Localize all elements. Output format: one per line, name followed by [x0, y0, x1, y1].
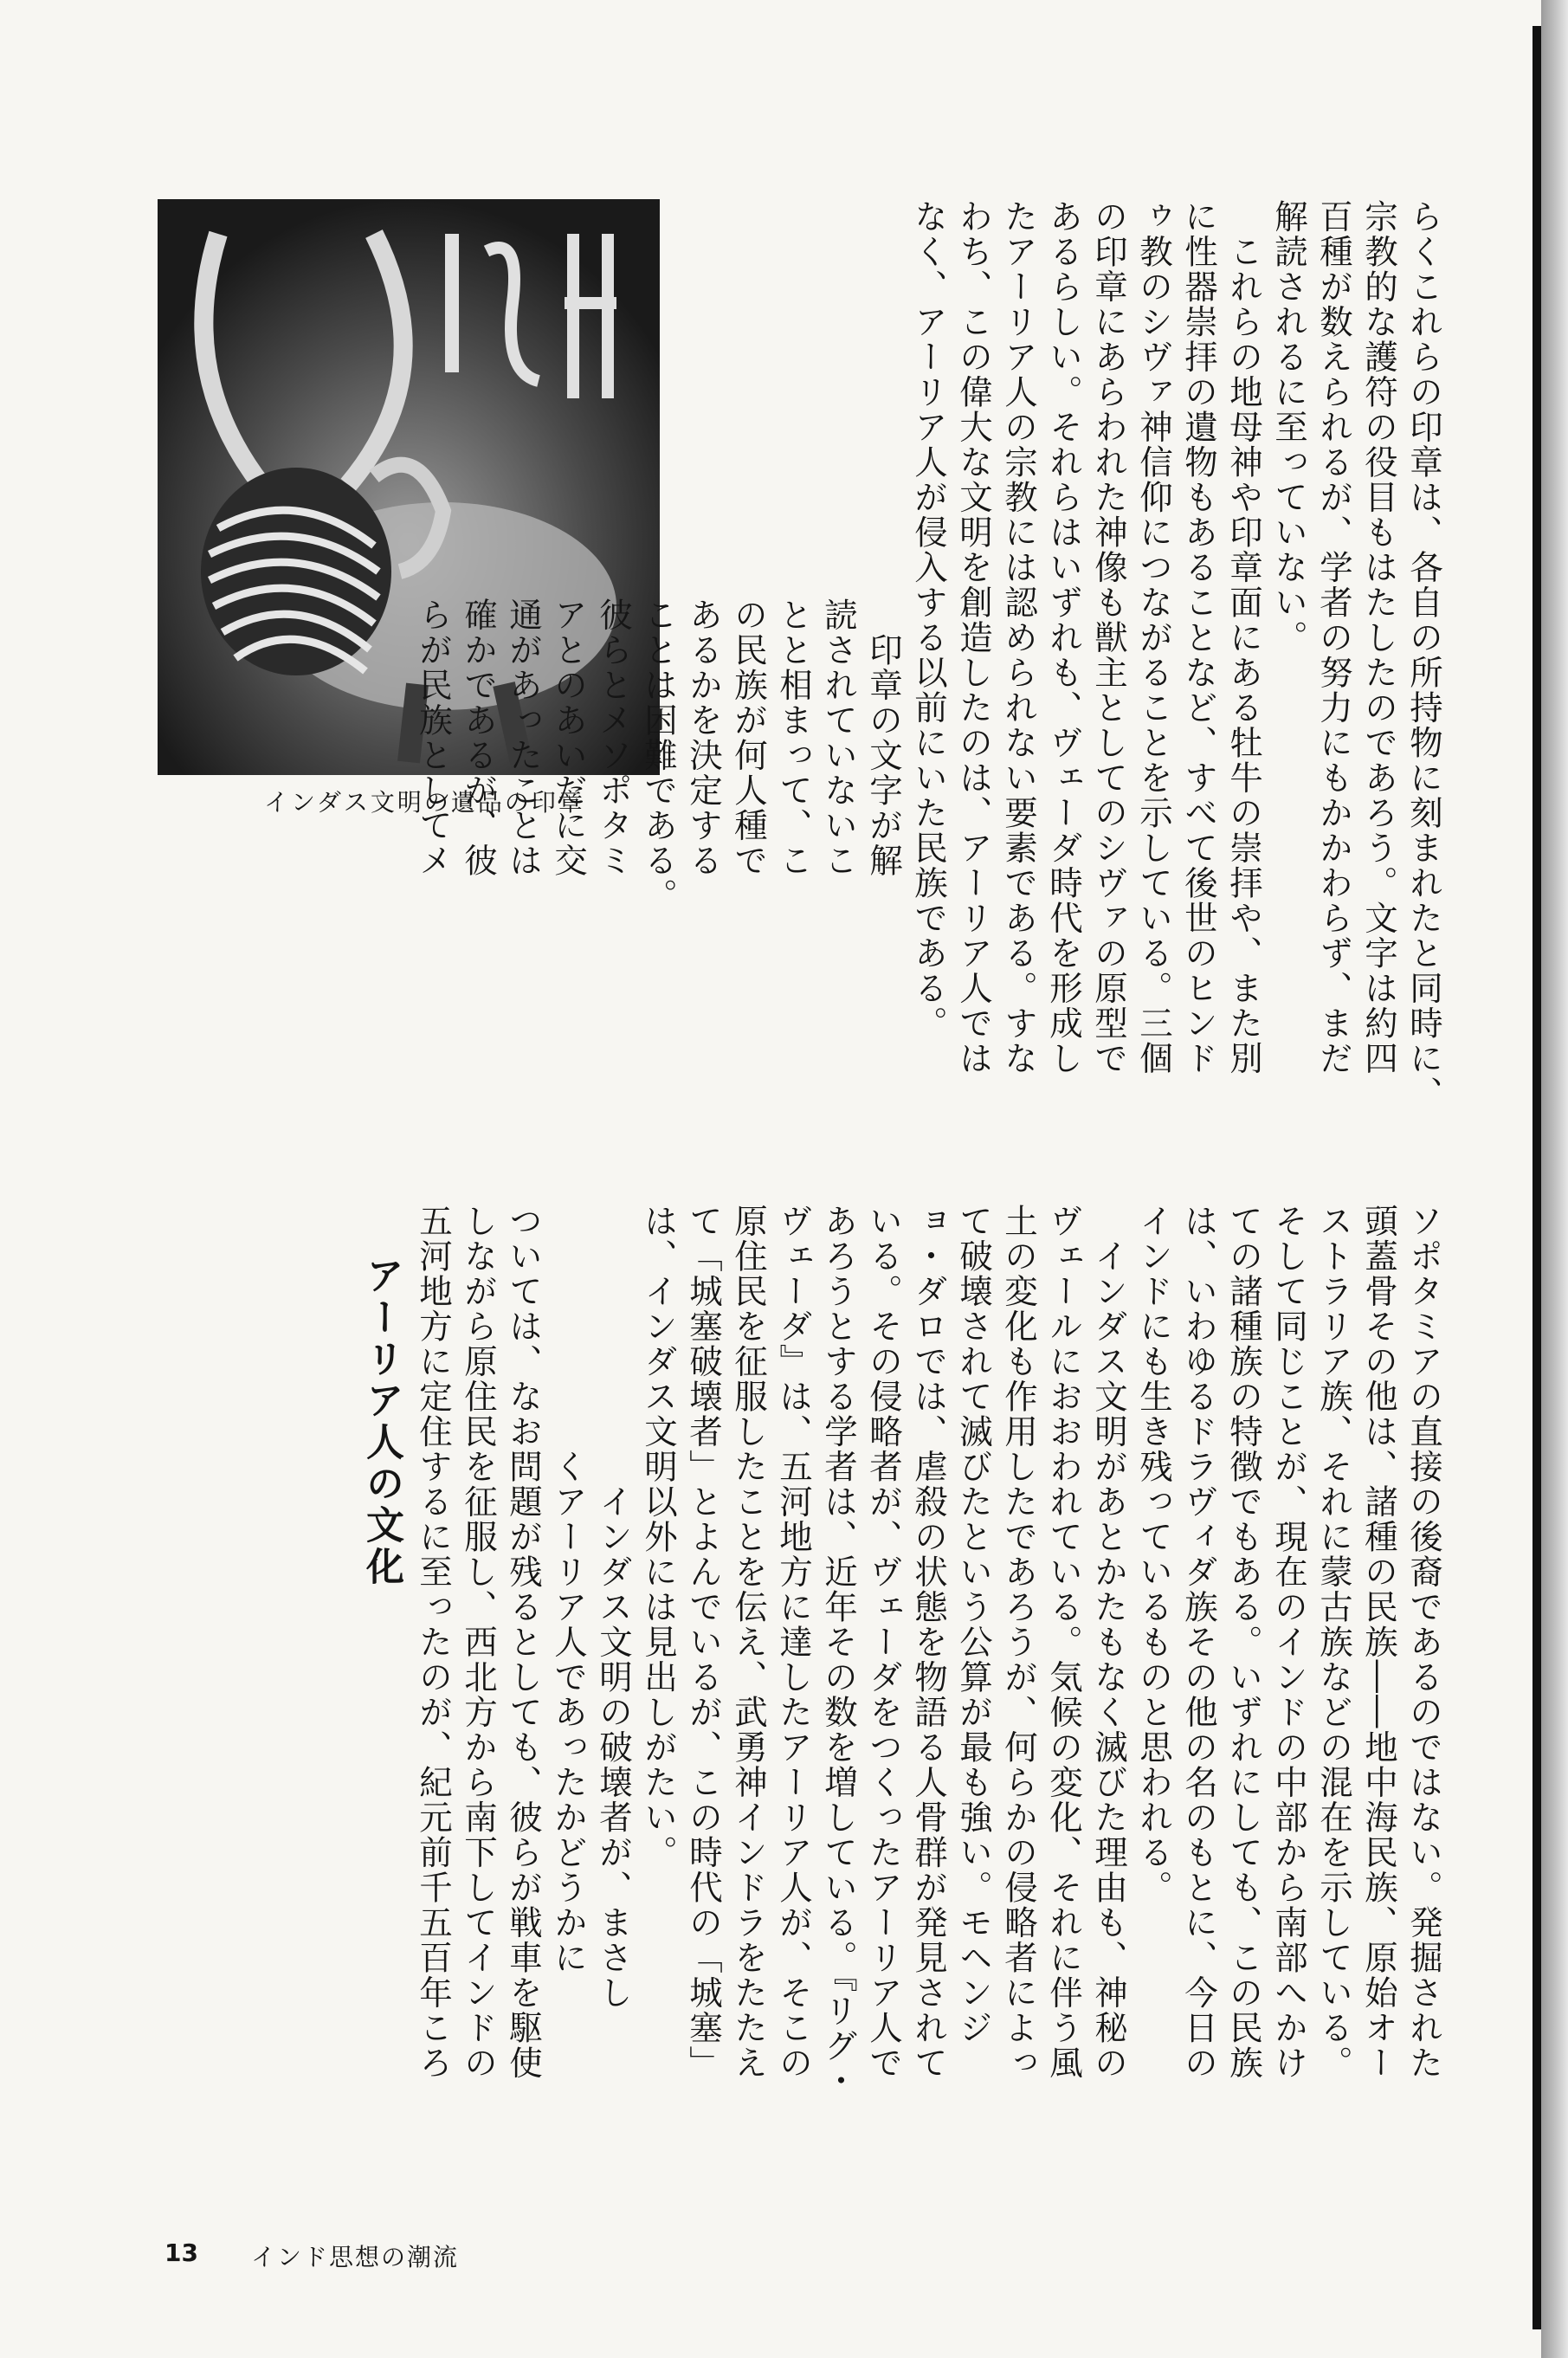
text-column: ソポタミアの直接の後裔であるのではない。発掘された [1404, 1204, 1443, 2081]
text-column: インダス文明があとかたもなく滅びた理由も、神秘の [1089, 1204, 1128, 2081]
text-column: ヴェールにおおわれている。気候の変化、それに伴う風 [1044, 1204, 1083, 2081]
text-column: 確かであるが、彼 [459, 598, 498, 878]
upper-text-block [147, 199, 1446, 1111]
lower-text-block [147, 1204, 1446, 2200]
text-column: くアーリア人であったかどうかに [549, 1204, 588, 1975]
text-column: あるかを決定する [684, 598, 723, 878]
text-column: ての諸種族の特徴でもある。いずれにしても、この民族 [1224, 1204, 1263, 2081]
text-column: らくこれらの印章は、各自の所持物に刻まれたと同時に、 [1404, 199, 1443, 1111]
text-column: とと相まって、こ [774, 598, 813, 878]
text-column: そして同じことが、現在のインドの中部から南部へかけ [1269, 1204, 1308, 2081]
text-column: わち、この偉大な文明を創造したのは、アーリア人では [954, 199, 993, 1076]
text-column: 印章の文字が解 [864, 598, 903, 878]
text-column: 彼らとメソポタミ [594, 598, 633, 878]
text-column: の印章にあらわれた神像も獣主としてのシヴァの原型で [1089, 199, 1128, 1076]
text-column: は、いわゆるドラヴィダ族その他の名のもとに、今日の [1179, 1204, 1218, 2081]
running-title: インド思想の潮流 [251, 2243, 460, 2271]
text-column: ストラリア族、それに蒙古族などの混在を示している。 [1314, 1204, 1353, 2081]
section-heading: アーリア人の文化 [359, 1256, 403, 1588]
text-column: ョ・ダロでは、虐殺の状態を物語る人骨群が発見されて [909, 1204, 948, 2081]
text-column: ついては、なお問題が残るとしても、彼らが戦車を駆使 [504, 1204, 543, 2081]
scan-border [1533, 26, 1541, 2329]
text-column: の民族が何人種で [729, 598, 768, 878]
page-number: 13 [165, 2238, 198, 2267]
text-column: 読されていないこ [819, 598, 858, 878]
text-column: は、インダス文明以外には見出しがたい。 [639, 1204, 678, 1870]
text-column: 土の変化も作用したであろうが、何らかの侵略者によっ [999, 1204, 1038, 2081]
text-column: 五河地方に定住するに至ったのが、紀元前千五百年ころ [414, 1204, 453, 2081]
text-column: しながら原住民を征服し、西北方から南下してインドの [459, 1204, 498, 2081]
text-column: て「城塞破壊者」とよんでいるが、この時代の「城塞」 [684, 1204, 723, 2081]
text-column: なく、アーリア人が侵入する以前にいた民族である。 [909, 199, 948, 1041]
text-column: 解読されるに至っていない。 [1269, 199, 1308, 656]
text-column: て破壊されて滅びたという公算が最も強い。モヘンジ [954, 1204, 993, 2045]
text-column: たアーリア人の宗教には認められない要素である。すな [999, 199, 1038, 1076]
text-column: インダス文明の破壊者が、まさし [594, 1204, 633, 2011]
text-column: あろうとする学者は、近年その数を増している。『リグ・ [819, 1204, 858, 2099]
page-edge-shadow [1541, 0, 1568, 2358]
text-column: らが民族としてメ [414, 598, 453, 878]
text-column: 宗教的な護符の役目もはたしたのであろう。文字は約四 [1359, 199, 1398, 1076]
text-column: に性器崇拝の遺物もあることなど、すべて後世のヒンド [1179, 199, 1218, 1076]
text-column: 百種が数えられるが、学者の努力にもかかわらず、まだ [1314, 199, 1353, 1076]
text-column: インドにも生き残っているものと思われる。 [1134, 1204, 1173, 1905]
text-column: ことは困難である。 [639, 598, 678, 914]
text-column: 頭蓋骨その他は、諸種の民族――地中海民族、原始オー [1359, 1204, 1398, 2081]
text-column: アとのあいだに交 [549, 598, 588, 878]
text-column: 通があったことは [504, 598, 543, 878]
text-column: ヴェーダ』は、五河地方に達したアーリア人が、そこの [774, 1204, 813, 2081]
text-column: 原住民を征服したことを伝え、武勇神インドラをたたえ [729, 1204, 768, 2081]
text-column: これらの地母神や印章面にある牡牛の崇拝や、また別 [1224, 199, 1263, 1076]
figure-caption: インダス文明の遺品の印章 [264, 788, 585, 817]
text-column: ゥ教のシヴァ神信仰につながることを示している。三個 [1134, 199, 1173, 1076]
text-column: あるらしい。それらはいずれも、ヴェーダ時代を形成し [1044, 199, 1083, 1076]
text-column: いる。その侵略者が、ヴェーダをつくったアーリア人で [864, 1204, 903, 2081]
